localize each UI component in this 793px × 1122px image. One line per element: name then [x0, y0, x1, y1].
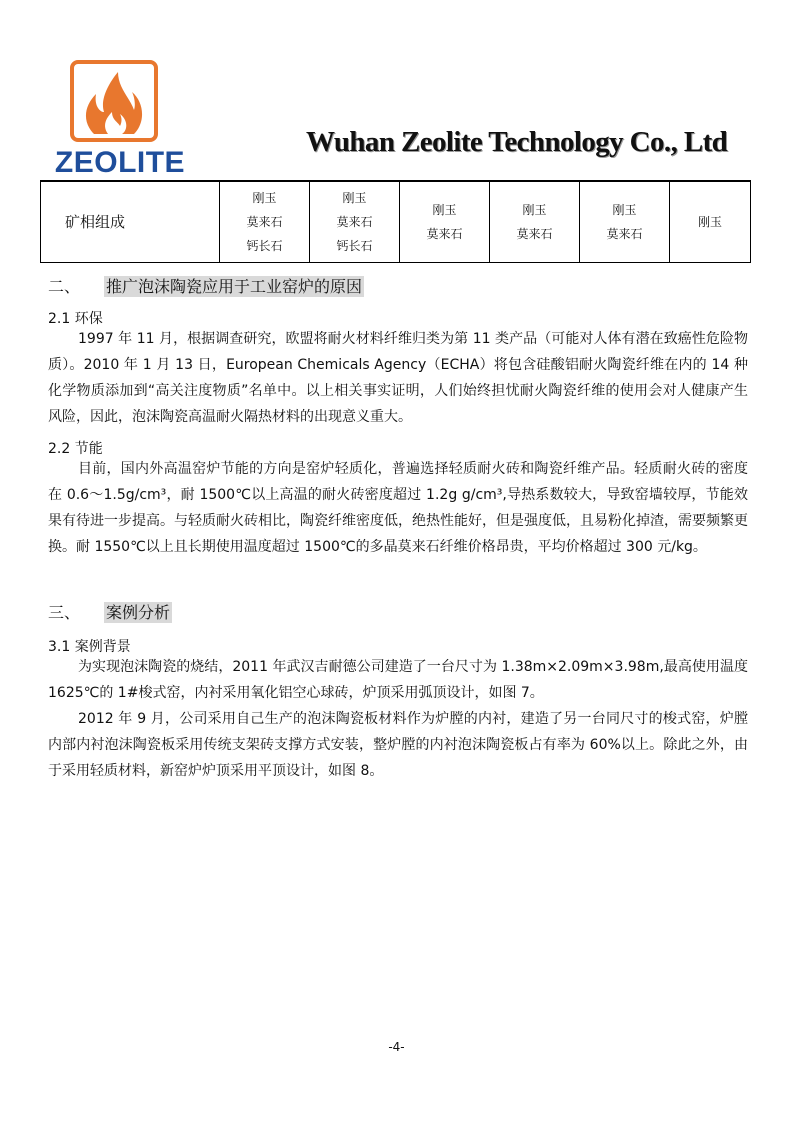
table-label: 矿相组成: [41, 181, 220, 263]
subsection-2-2-heading: 2.2 节能: [48, 441, 103, 457]
page-number: -4-: [388, 1040, 405, 1054]
table-cell: [670, 181, 751, 263]
cell-line: 莫来石: [426, 227, 463, 241]
company-name: Wuhan Zeolite Technology Co., Ltd: [306, 126, 728, 158]
cell-line: 刚玉: [432, 203, 457, 217]
paragraph: 1997 年 11 月，根据调查研究，欧盟将耐火材料纤维归类为第 11 类产品（可能对人体有潜在致癌性危险物质）。2010 年 1 月 13 日，European Chemicals Agency（ECHA）将包含硅酸铝耐火陶瓷纤维在内的 14 种化学物质添加到“高关注度物质”名单中。以上相关事实证明，人们始终担忧耐火陶瓷纤维的使用会对人健康产生风险，因此，泡沫陶瓷高温耐火隔热材料的出现意义重大。: [48, 331, 748, 425]
table-cell: [220, 181, 310, 263]
section-title: 推广泡沫陶瓷应用于工业窑炉的原因: [106, 277, 363, 296]
table-cell: [580, 181, 670, 263]
table-cell: [490, 181, 580, 263]
paragraph: 目前，国内外高温窑炉节能的方向是窑炉轻质化，普遍选择轻质耐火砖和陶瓷纤维产品。轻质耐火砖的密度在 0.6～1.5g/cm³，耐 1500℃以上高温的耐火砖密度超过 1.2g g/cm³,导热系数较大，导致窑墙较厚，节能效果有待进一步提高。与轻质耐火砖相比，陶瓷纤维密度低，绝热性能好，但是强度低，且易粉化掉渣，需要频繁更换。耐 1550℃以上且长期使用温度超过 1500℃的多晶莫来石纤维价格昂贵，平均价格超过 300 元/kg。: [48, 461, 748, 555]
cell-line: 刚玉: [522, 203, 547, 217]
cell-line: 莫来石: [336, 215, 373, 229]
cell-line: 刚玉: [252, 191, 277, 205]
logo-frame: [70, 60, 158, 142]
mineral-table: [40, 180, 751, 263]
table-row: [41, 181, 751, 263]
section-3-heading: [48, 600, 172, 623]
flame-icon: [74, 64, 154, 138]
paragraph: 为实现泡沫陶瓷的烧结，2011 年武汉吉耐德公司建造了一台尺寸为 1.38m×2.09m×3.98m,最高使用温度 1625℃的 1#梭式窑，内衬采用氧化铝空心球砖，炉顶采用弧顶设计，如图 7。: [48, 659, 748, 701]
cell-line: 刚玉: [612, 203, 637, 217]
subsection-3-1-heading: 3.1 案例背景: [48, 639, 131, 655]
company-logo: [52, 58, 188, 180]
cell-line: 莫来石: [516, 227, 553, 241]
table-cell: [310, 181, 400, 263]
cell-line: 钙长石: [246, 239, 283, 253]
cell-line: 莫来石: [246, 215, 283, 229]
logo-wordmark: ZEOLITE: [54, 146, 186, 179]
cell-line: 莫来石: [606, 227, 643, 241]
cell-line: 钙长石: [336, 239, 373, 253]
section-2-heading: [48, 274, 364, 297]
section-number: 二、: [48, 277, 81, 296]
table-cell: [400, 181, 490, 263]
cell-line: 刚玉: [342, 191, 367, 205]
cell-line: 刚玉: [697, 215, 722, 229]
subsection-2-1-heading: 2.1 环保: [48, 311, 103, 327]
paragraph: 2012 年 9 月，公司采用自己生产的泡沫陶瓷板材料作为炉膛的内衬，建造了另一台同尺寸的梭式窑，炉膛内部内衬泡沫陶瓷板采用传统支架砖支撑方式安装，整炉膛的内衬泡沫陶瓷板占有率为 60%以上。除此之外，由于采用轻质材料，新窑炉炉顶采用平顶设计，如图 8。: [48, 711, 748, 779]
section-title: 案例分析: [106, 603, 171, 622]
section-number: 三、: [48, 603, 81, 622]
